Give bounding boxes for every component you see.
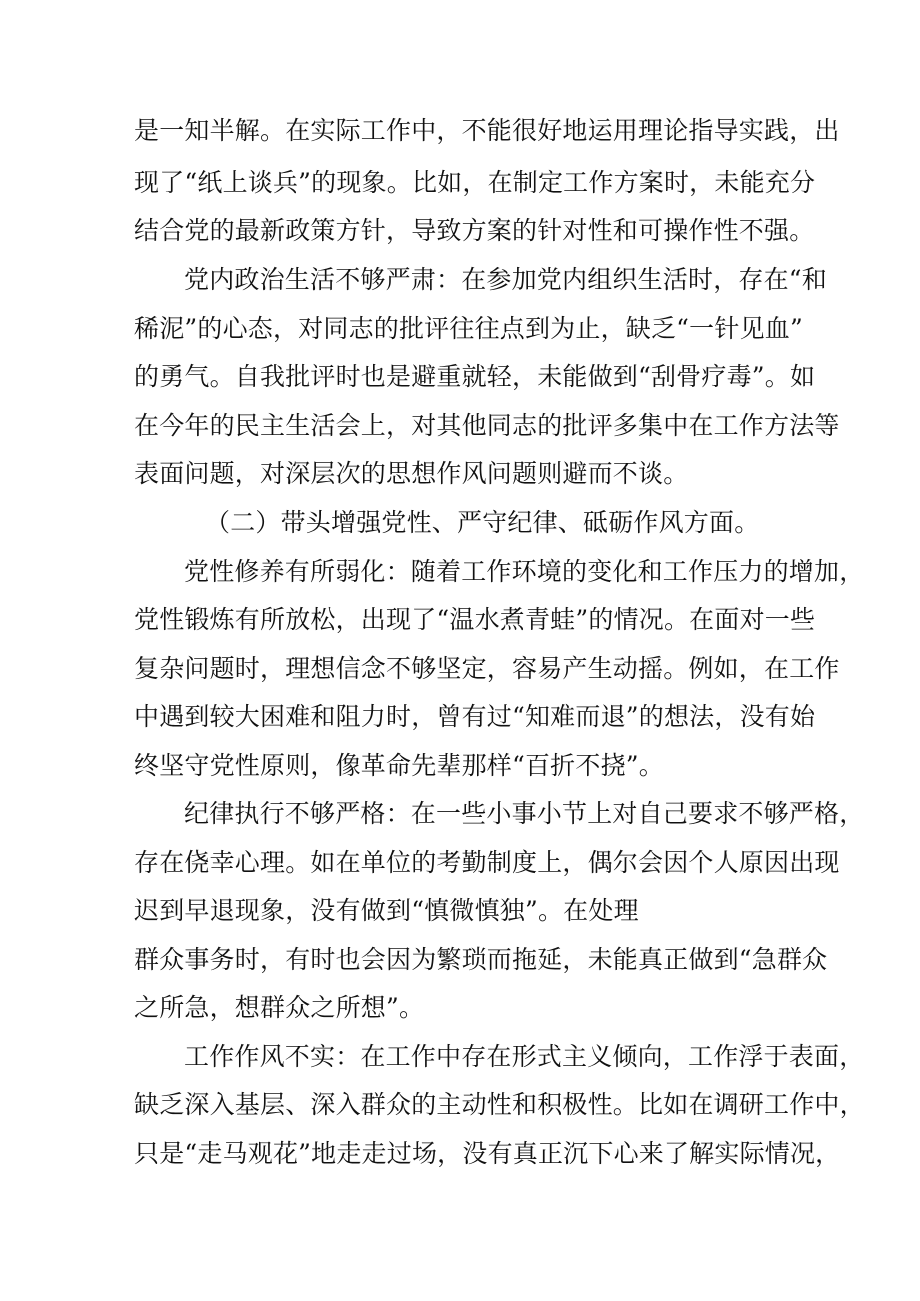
text-line: 缺乏深入基层、深入群众的主动性和积极性。比如在调研工作中， xyxy=(134,1090,865,1119)
text-line: 群众事务时，有时也会因为繁琐而拖延，未能真正做到“急群众 xyxy=(134,945,828,974)
text-line: 结合党的最新政策方针，导致方案的针对性和可操作性不强。 xyxy=(134,216,815,245)
text-line: 在今年的民主生活会上，对其他同志的批评多集中在工作方法等 xyxy=(134,411,840,440)
text-line: 中遇到较大困难和阻力时，曾有过“知难而退”的想法，没有始 xyxy=(134,702,816,731)
text-line: 表面问题，对深层次的思想作风问题则避而不谈。 xyxy=(134,459,689,488)
text-line: 存在侥幸心理。如在单位的考勤制度上，偶尔会因个人原因出现 xyxy=(134,848,840,877)
text-line: 的勇气。自我批评时也是避重就轻，未能做到“刮骨疗毒”。如 xyxy=(134,362,816,391)
text-line: 是一知半解。在实际工作中，不能很好地运用理论指导实践，出 xyxy=(134,116,840,145)
text-line: 之所急，想群众之所想”。 xyxy=(134,993,425,1022)
section-heading: （二）带头增强党性、严守纪律、砥砺作风方面。 xyxy=(205,508,760,537)
text-line: 稀泥”的心态，对同志的批评往往点到为止，缺乏“一针见血” xyxy=(134,314,803,343)
text-line: 迟到早退现象，没有做到“慎微慎独”。在处理 xyxy=(134,896,639,925)
paragraph-start-line: 党内政治生活不够严肃：在参加党内组织生活时，存在“和 xyxy=(184,265,827,294)
text-line: 党性锻炼有所放松，出现了“温水煮青蛙”的情况。在面对一些 xyxy=(134,605,816,634)
paragraph-start-line: 党性修养有所弱化：随着工作环境的变化和工作压力的增加， xyxy=(184,557,865,586)
text-line: 终坚守党性原则，像革命先辈那样“百折不挠”。 xyxy=(134,751,664,780)
paragraph-start-line: 工作作风不实：在工作中存在形式主义倾向，工作浮于表面， xyxy=(184,1042,865,1071)
text-line: 现了“纸上谈兵”的现象。比如，在制定工作方案时，未能充分 xyxy=(134,168,816,197)
text-line: 只是“走马观花”地走走过场，没有真正沉下心来了解实际情况， xyxy=(134,1139,841,1168)
paragraph-start-line: 纪律执行不够严格：在一些小事小节上对自己要求不够严格， xyxy=(184,799,865,828)
text-line: 复杂问题时，理想信念不够坚定，容易产生动摇。例如，在工作 xyxy=(134,654,840,683)
